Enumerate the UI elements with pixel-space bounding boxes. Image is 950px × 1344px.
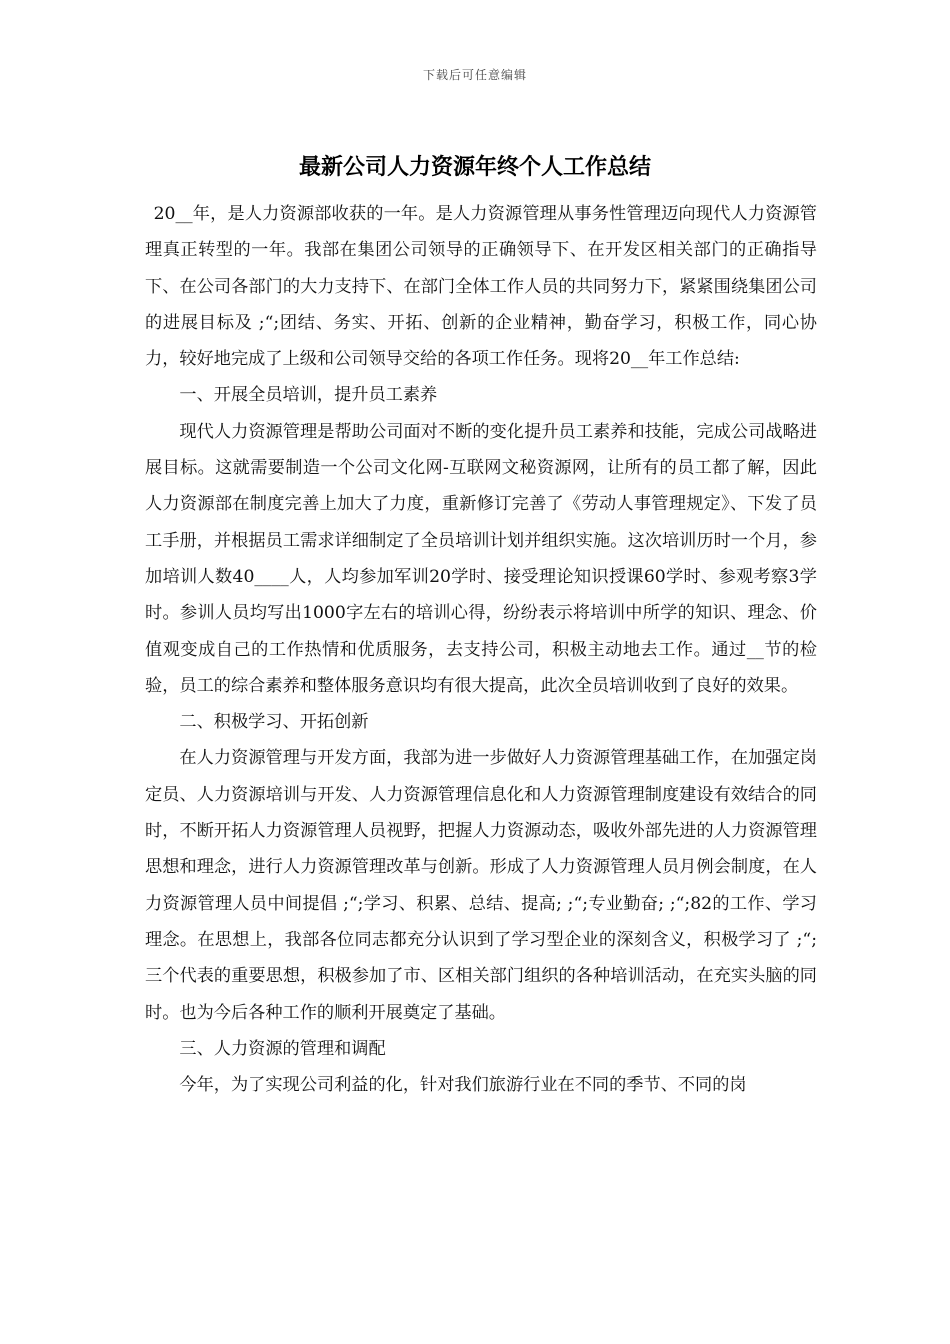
document-title: 最新公司人力资源年终个人工作总结 <box>298 154 651 180</box>
section-heading-2: 二、积极学习、开拓创新 <box>179 712 369 733</box>
section-heading-3: 三、人力资源的管理和调配 <box>179 1038 386 1059</box>
document-body <box>145 196 817 1103</box>
paragraph-section-3: 今年，为了实现公司利益的化，针对我们旅游行业在不同的季节、不同的岗 <box>179 1075 747 1096</box>
paragraph-section-1: 现代人力资源管理是帮助公司面对不断的变化提升员工素养和技能，完成公司战略进展目标。这就需要制造一个公司文化网-互联网文秘资源网，让所有的员工都了解，因此人力资源部在制度完善上加大了力度，重新修订完善了《劳动人事管理规定》、下发了员工手册，并根据员工需求详细制定了全员培训计划并组织实施。这次培训历时一个月，参加培训人数40____人，人均参加军训20学时、接受理论知识授课60学时、参观考察3学时。参训人员均写出1000字左右的培训心得，纷纷表示将培训中所学的知识、理念、价值观变成自己的工作热情和优质服务，去支持公司，积极主动地去工作。通过__节的检验，员工的综合素养和整体服务意识均有很大提高，此次全员培训收到了良好的效果。 <box>145 421 817 696</box>
header-note: 下载后可任意编辑 <box>422 68 527 82</box>
paragraph-intro: 20__年，是人力资源部收获的一年。是人力资源管理从事务性管理迈向现代人力资源管理真正转型的一年。我部在集团公司领导的正确领导下、在开发区相关部门的正确指导下、在公司各部门的大力支持下、在部门全体工作人员的共同努力下，紧紧围绕集团公司的进展目标及 ;“;团结、务实、开拓、创新的企业精神，勤奋学习，积极工作，同心协力，较好地完成了上级和公司领导交给的各项工作任务。现将20__年工作总结: <box>145 204 817 370</box>
section-heading-1: 一、开展全员培训，提升员工素养 <box>179 385 438 406</box>
paragraph-section-2: 在人力资源管理与开发方面，我部为进一步做好人力资源管理基础工作，在加强定岗定员、人力资源培训与开发、人力资源管理信息化和人力资源管理制度建设有效结合的同时，不断开拓人力资源管理人员视野，把握人力资源动态，吸收外部先进的人力资源管理思想和理念，进行人力资源管理改革与创新。形成了人力资源管理人员月例会制度，在人力资源管理人员中间提倡 ;“;学习、积累、总结、提高; ;“;专业勤奋; ;“;82的工作、学习理念。在思想上，我部各位同志都充分认识到了学习型企业的深刻含义，积极学习了 ;“;三个代表的重要思想，积极参加了市、区相关部门组织的各种培训活动，在充实头脑的同时。也为今后各种工作的顺利开展奠定了基础。 <box>145 748 817 1023</box>
